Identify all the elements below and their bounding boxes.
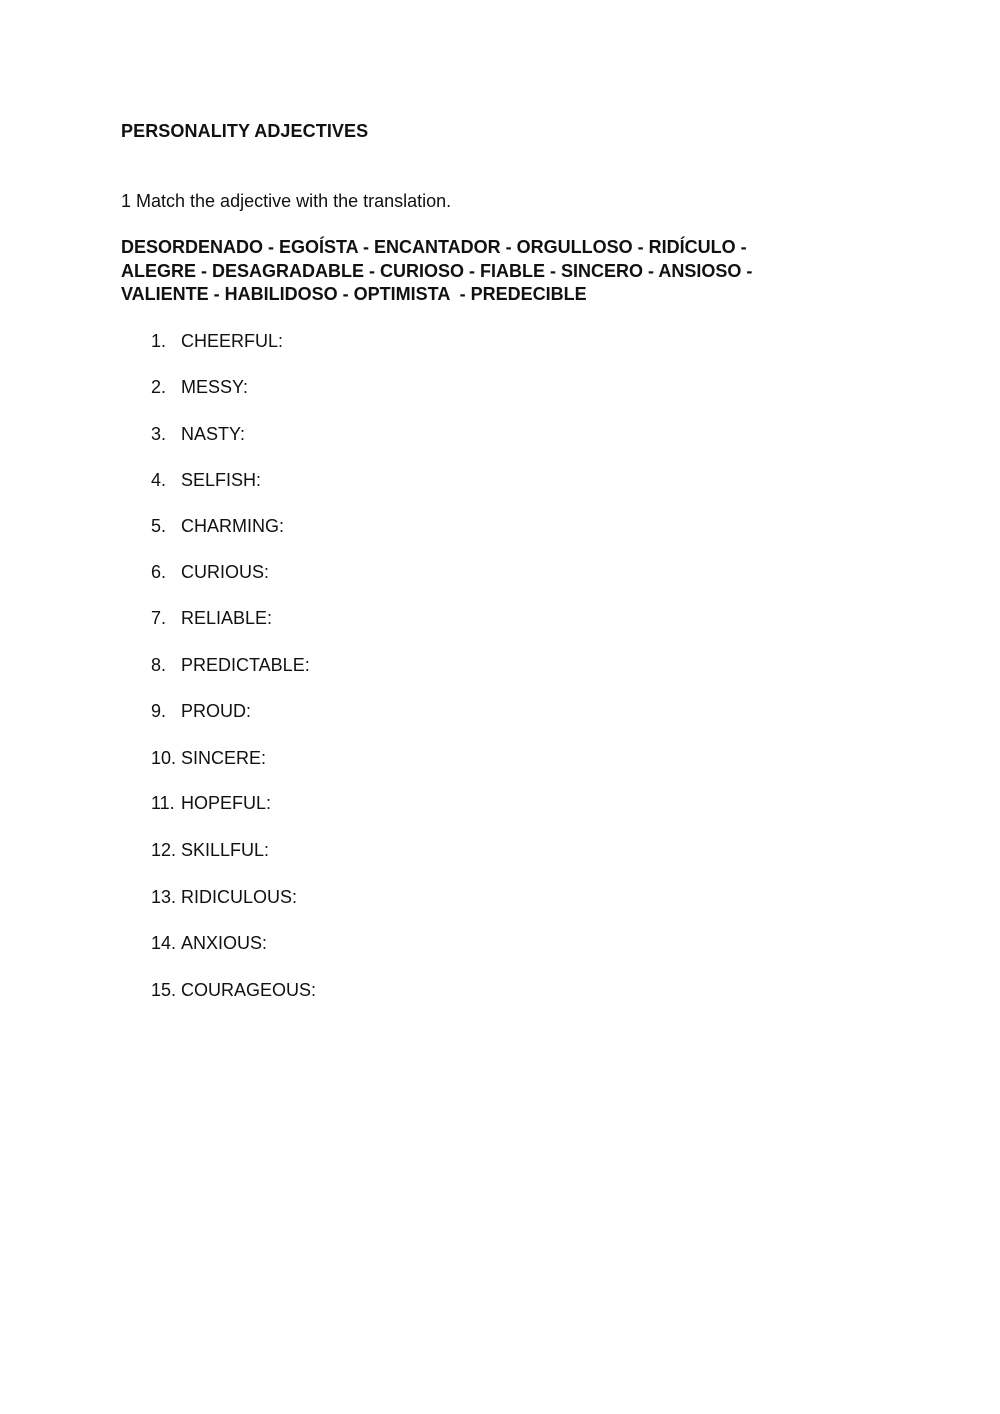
- list-item: [151, 838, 269, 862]
- list-item: [151, 653, 310, 677]
- item-number: 6.: [151, 562, 167, 582]
- item-label: PROUD:: [181, 701, 252, 721]
- list-item: [151, 931, 267, 955]
- item-label: SELFISH:: [181, 470, 262, 490]
- word-bank-line: DESORDENADO - EGOÍSTA - ENCANTADOR - ORGULLOSO - RIDÍCULO -: [121, 237, 747, 257]
- list-item: [151, 746, 266, 770]
- list-item: [151, 699, 251, 723]
- item-number: 10.: [151, 748, 177, 768]
- item-number: 7.: [151, 608, 167, 628]
- word-bank-line: ALEGRE - DESAGRADABLE - CURIOSO - FIABLE - SINCERO - ANSIOSO -: [121, 260, 753, 281]
- list-item: [151, 885, 297, 909]
- item-label: MESSY:: [181, 377, 249, 397]
- page-title: PERSONALITY ADJECTIVES: [121, 121, 369, 141]
- list-item: [151, 422, 245, 446]
- instruction-text: 1 Match the adjective with the translation.: [121, 191, 452, 211]
- list-item: [151, 560, 269, 584]
- list-item: [151, 791, 271, 815]
- item-label: RELIABLE:: [181, 608, 273, 628]
- item-number: 9.: [151, 701, 167, 721]
- item-number: 14.: [151, 933, 177, 953]
- item-label: HOPEFUL:: [181, 793, 272, 813]
- word-bank-line: VALIENTE - HABILIDOSO - OPTIMISTA - PREDECIBLE: [121, 284, 587, 304]
- item-label: RIDICULOUS:: [181, 887, 298, 907]
- item-label: ANXIOUS:: [181, 933, 268, 953]
- item-label: PREDICTABLE:: [181, 655, 310, 675]
- item-label: CHARMING:: [181, 516, 284, 536]
- list-item: [151, 978, 316, 1002]
- item-number: 5.: [151, 516, 167, 536]
- item-label: SINCERE:: [181, 748, 267, 768]
- item-label: COURAGEOUS:: [181, 980, 317, 1000]
- item-number: 11.: [151, 793, 175, 813]
- item-label: SKILLFUL:: [181, 840, 270, 860]
- item-label: CHEERFUL:: [181, 331, 284, 351]
- word-bank: [121, 236, 881, 307]
- item-number: 2.: [151, 377, 167, 397]
- list-item: [151, 329, 283, 353]
- item-label: NASTY:: [181, 424, 246, 444]
- list-item: [151, 514, 284, 538]
- item-number: 3.: [151, 424, 167, 444]
- item-number: 12.: [151, 840, 177, 860]
- item-number: 1.: [151, 331, 167, 351]
- item-number: 8.: [151, 655, 167, 675]
- item-number: 15.: [151, 980, 177, 1000]
- list-item: [151, 606, 272, 630]
- item-number: 4.: [151, 470, 167, 490]
- item-number: 13.: [151, 887, 177, 907]
- list-item: [151, 468, 261, 492]
- list-item: [151, 375, 248, 399]
- item-label: CURIOUS:: [181, 562, 270, 582]
